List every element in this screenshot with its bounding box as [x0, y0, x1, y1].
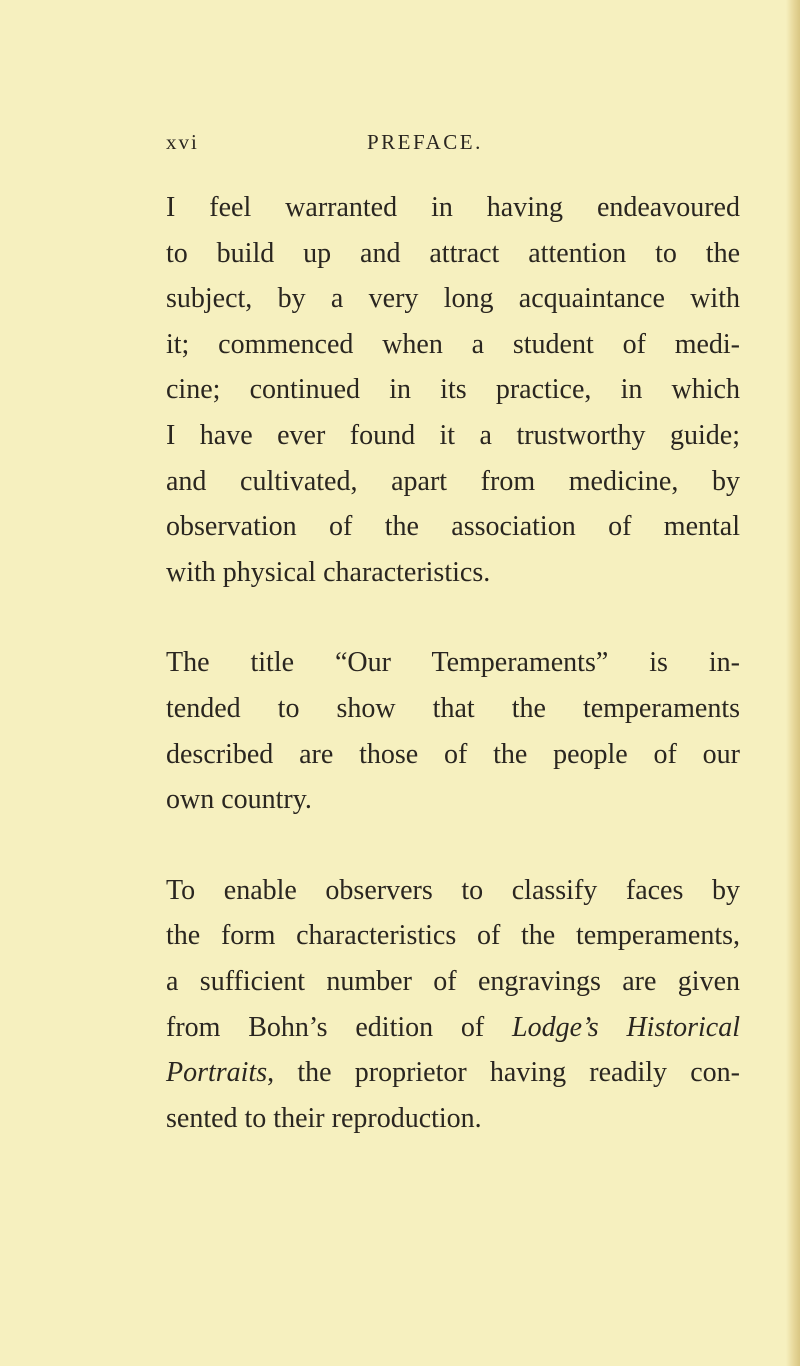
running-head	[166, 130, 740, 164]
text-line: described are those of the people of our	[166, 738, 740, 770]
paragraph-3	[166, 868, 740, 1142]
text-line: to build up and attract attention to the	[166, 237, 740, 269]
text-line: I have ever found it a trustworthy guide;	[166, 419, 740, 451]
text-line: cine; continued in its practice, in which	[166, 374, 740, 406]
page-edge-shadow	[786, 0, 800, 1366]
text-line: subject, by a very long acquaintance with	[166, 283, 740, 315]
text-line: a sufficient number of engravings are given	[166, 965, 740, 997]
text-line: and cultivated, apart from medicine, by	[166, 465, 740, 497]
paragraph-2	[166, 640, 740, 822]
italic-title: Lodge’s Historical	[512, 1011, 741, 1043]
text-segment: , the proprietor having readily con-	[267, 1057, 740, 1089]
text-line: sented to their reproduction.	[166, 1102, 482, 1134]
text-segment: from Bohn’s edition of	[166, 1011, 513, 1043]
paragraph-1	[166, 185, 740, 595]
text-line: tended to show that the temperaments	[166, 692, 740, 724]
text-line: I feel warranted in having endeavoured	[166, 192, 740, 223]
text-line: it; commenced when a student of medi-	[166, 328, 740, 360]
running-title: PREFACE.	[367, 130, 483, 154]
text-line: own country.	[166, 784, 312, 816]
text-line: with physical characteristics.	[166, 556, 491, 588]
text-line	[166, 1050, 740, 1096]
text-line: To enable observers to classify faces by	[166, 874, 740, 906]
body-text	[166, 185, 740, 1141]
page-number: xvi	[166, 130, 199, 154]
text-line	[166, 1005, 740, 1051]
text-line: observation of the association of mental	[166, 511, 740, 543]
text-line: The title “Our Temperaments” is in-	[166, 647, 740, 679]
text-line: the form characteristics of the temperaments,	[166, 920, 740, 952]
italic-title: Portraits	[166, 1057, 268, 1089]
